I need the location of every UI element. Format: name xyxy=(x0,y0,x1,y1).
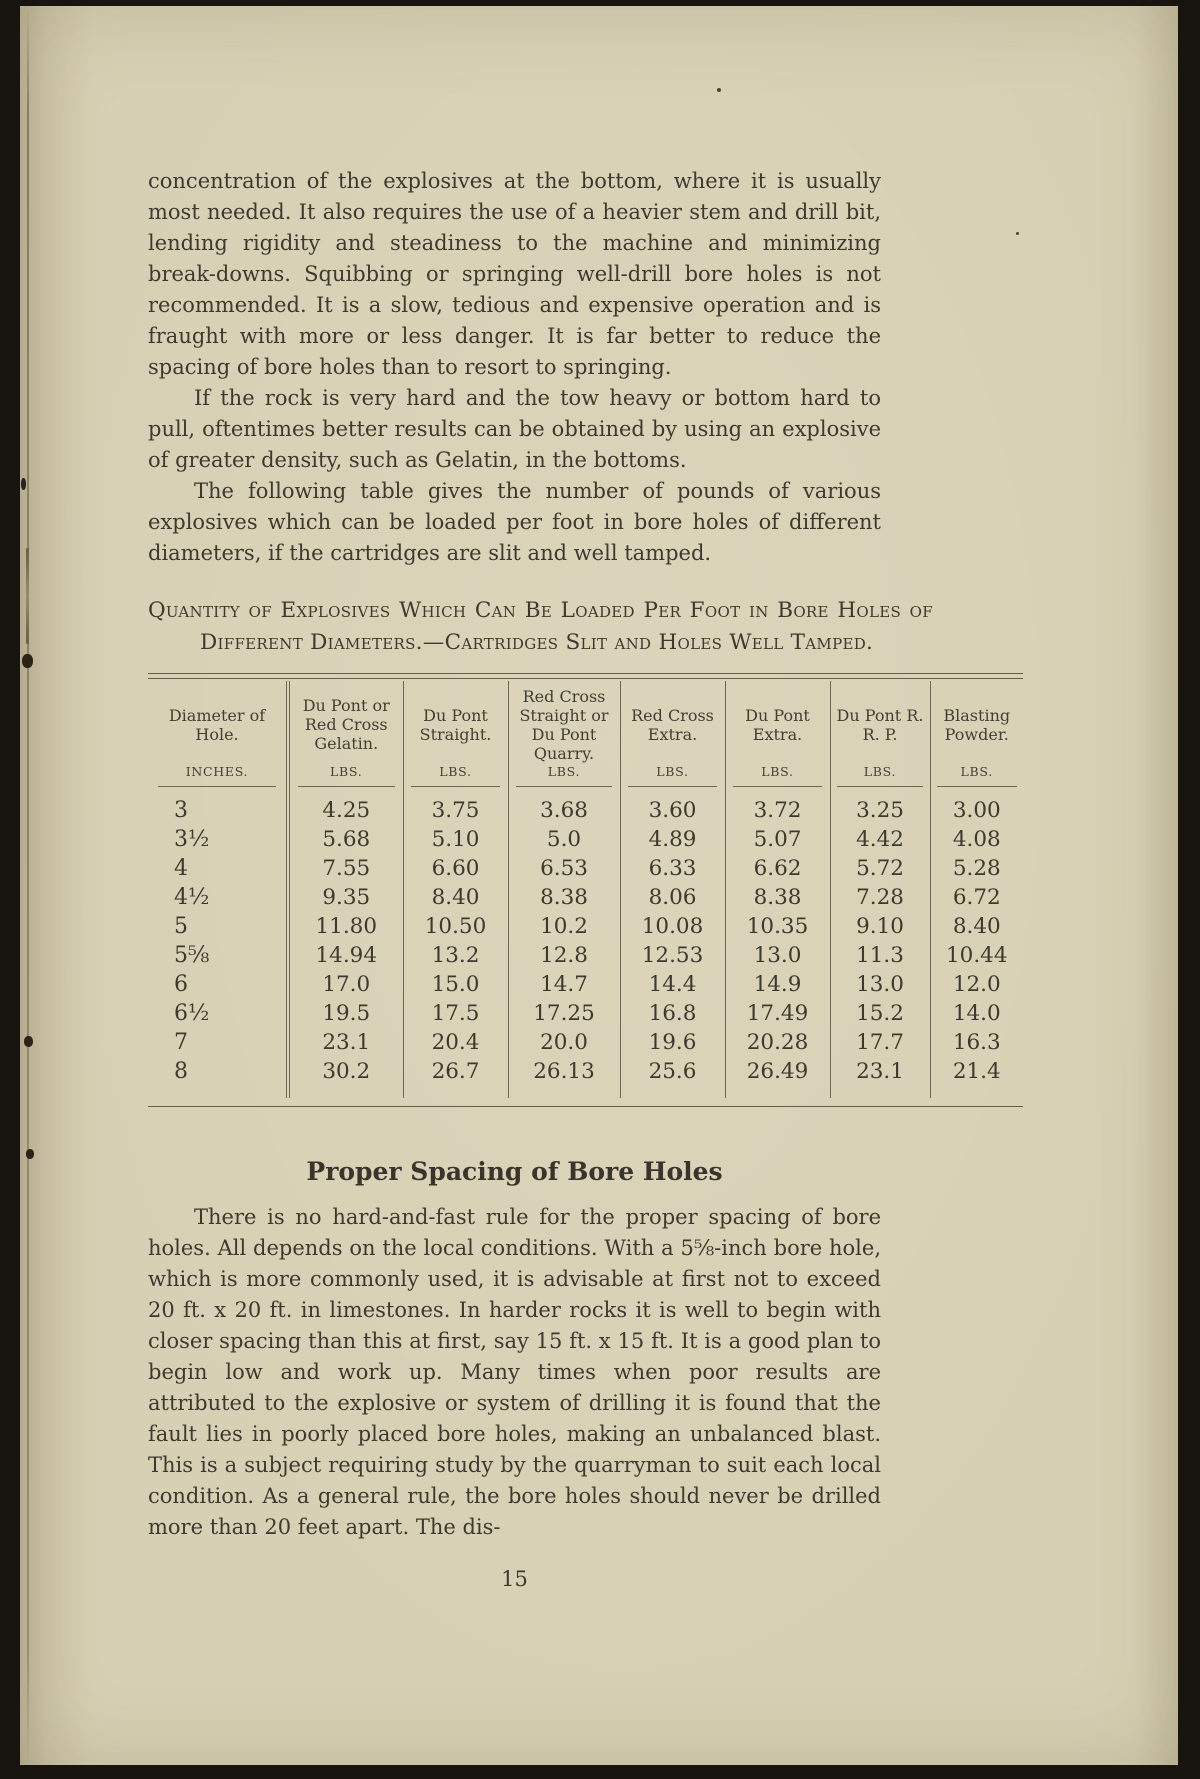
diameter-cell: 6 xyxy=(148,970,288,999)
page-number: 15 xyxy=(501,1567,528,1591)
value-cell: 17.49 xyxy=(725,999,830,1028)
diameter-cell: 8 xyxy=(148,1057,288,1086)
value-cell: 17.25 xyxy=(508,999,620,1028)
column-header xyxy=(148,681,288,787)
column-unit: LBS. xyxy=(547,764,581,779)
value-cell: 3.60 xyxy=(620,796,725,825)
stitch-mark xyxy=(24,1036,33,1047)
value-cell: 16.3 xyxy=(952,1030,1001,1055)
value-cell: 3.68 xyxy=(508,796,620,825)
value-cell: 14.4 xyxy=(620,970,725,999)
value-cell: 13.0 xyxy=(725,941,830,970)
value-cell: 25.6 xyxy=(620,1057,725,1086)
value-cell: 8.38 xyxy=(725,883,830,912)
section-heading: Proper Spacing of Bore Holes xyxy=(306,1157,723,1186)
value-cell: 11.80 xyxy=(288,912,403,941)
column-header xyxy=(403,681,508,787)
column-label: Blasting Powder. xyxy=(943,705,1011,744)
value-cell: 9.35 xyxy=(288,883,403,912)
header-rule xyxy=(516,786,611,787)
spacer-cell xyxy=(508,1098,620,1106)
value-cell: 26.7 xyxy=(403,1057,508,1086)
value-cell: 12.8 xyxy=(508,941,620,970)
diameter-cell: 3½ xyxy=(148,825,288,854)
spacer-cell xyxy=(725,1098,830,1106)
column-label: Du Pont or Red Cross Gelatin. xyxy=(302,696,390,753)
explosives-table xyxy=(148,681,1023,1106)
value-cell: 10.08 xyxy=(620,912,725,941)
spacer-cell xyxy=(930,1086,1023,1098)
table-row xyxy=(148,1028,1023,1057)
value-cell: 6.60 xyxy=(403,854,508,883)
table-bottom-rule xyxy=(148,1106,1023,1107)
value-cell: 26.13 xyxy=(508,1057,620,1086)
section-paragraph: There is no hard-and-fast rule for the proper spacing of bore holes. All depends on the local conditions. With a 5⅝-inch bore hole, which is more commonly used, it is advisable at first not to exceed 20 ft. x 20 ft. in limestones. In harder rocks it is well to begin with closer spacing than this at first, say 15 ft. x 15 ft. It is a good plan to begin low and work up. Many times when poor results are attributed to the explosive or system of drilling it is found that the fault lies in poorly placed bore holes, making an unbalanced blast. This is a subject requiring study by the quarryman to suit each local condition. As a general rule, the bore holes should never be drilled more than 20 feet apart. The dis- xyxy=(148,1205,881,1539)
spacer-cell xyxy=(830,1098,930,1106)
table-row xyxy=(148,970,1023,999)
column-unit: LBS. xyxy=(761,764,794,779)
value-cell: 30.2 xyxy=(288,1057,403,1086)
value-cell: 5.28 xyxy=(952,856,1001,881)
spacer-cell xyxy=(725,1086,830,1098)
value-cell: 26.49 xyxy=(725,1057,830,1086)
table-row xyxy=(148,883,1023,912)
binding-thread xyxy=(26,548,29,644)
column-header xyxy=(508,681,620,787)
value-cell: 5.72 xyxy=(830,854,930,883)
header-rule xyxy=(937,786,1017,787)
column-header xyxy=(930,681,1023,787)
header-rule xyxy=(837,786,922,787)
value-cell: 4.89 xyxy=(620,825,725,854)
value-cell: 4.25 xyxy=(288,796,403,825)
value-cell: 15.0 xyxy=(403,970,508,999)
value-cell: 17.5 xyxy=(403,999,508,1028)
intro-paragraphs xyxy=(148,166,1028,569)
diameter-cell: 6½ xyxy=(148,999,288,1028)
value-cell: 12.53 xyxy=(620,941,725,970)
spacer-cell xyxy=(830,787,930,796)
spacer-cell xyxy=(403,787,508,796)
table-row xyxy=(148,912,1023,941)
scan-speck xyxy=(717,88,721,92)
column-header xyxy=(620,681,725,787)
table-top-rule xyxy=(148,673,1023,679)
value-cell: 5.0 xyxy=(508,825,620,854)
value-cell: 10.50 xyxy=(403,912,508,941)
diameter-cell: 3 xyxy=(148,796,288,825)
value-cell: 4.08 xyxy=(952,827,1001,852)
header-rule xyxy=(628,786,717,787)
diameter-cell: 5 xyxy=(148,912,288,941)
value-cell: 13.2 xyxy=(403,941,508,970)
diameter-cell: 7 xyxy=(148,1028,288,1057)
spacer-row xyxy=(148,787,1023,796)
value-cell: 19.6 xyxy=(620,1028,725,1057)
column-unit: LBS. xyxy=(863,764,897,779)
diameter-cell: 4 xyxy=(148,854,288,883)
value-cell: 5.68 xyxy=(288,825,403,854)
value-cell: 3.72 xyxy=(725,796,830,825)
value-cell: 7.28 xyxy=(830,883,930,912)
value-cell: 23.1 xyxy=(288,1028,403,1057)
table-row xyxy=(148,941,1023,970)
value-cell: 15.2 xyxy=(830,999,930,1028)
stitch-mark xyxy=(26,1149,34,1159)
value-cell: 17.0 xyxy=(288,970,403,999)
spacer-cell xyxy=(930,1098,1023,1106)
value-cell: 5.10 xyxy=(403,825,508,854)
value-cell: 4.42 xyxy=(830,825,930,854)
spacer-cell xyxy=(288,1098,403,1106)
value-cell: 10.44 xyxy=(945,943,1008,968)
header-rule xyxy=(158,786,277,787)
value-cell: 6.33 xyxy=(620,854,725,883)
value-cell: 20.28 xyxy=(725,1028,830,1057)
table-header-row xyxy=(148,681,1023,787)
column-header xyxy=(725,681,830,787)
value-cell: 10.35 xyxy=(725,912,830,941)
column-header xyxy=(288,681,403,787)
value-cell: 14.94 xyxy=(288,941,403,970)
header-rule xyxy=(411,786,500,787)
spacer-cell xyxy=(725,787,830,796)
stitch-mark xyxy=(21,478,26,490)
column-label: Du Pont R. R. P. xyxy=(836,705,924,744)
value-cell: 8.40 xyxy=(403,883,508,912)
value-cell: 23.1 xyxy=(830,1057,930,1086)
spacer-cell xyxy=(508,787,620,796)
spacer-cell xyxy=(288,787,403,796)
value-cell: 20.0 xyxy=(508,1028,620,1057)
binding-crease xyxy=(27,6,29,1765)
book-page xyxy=(20,6,1178,1765)
value-cell: 6.53 xyxy=(508,854,620,883)
column-header xyxy=(830,681,930,787)
spacer-cell xyxy=(508,1086,620,1098)
table-row xyxy=(148,999,1023,1028)
column-unit: INCHES. xyxy=(185,764,249,779)
value-cell: 11.3 xyxy=(830,941,930,970)
value-cell: 3.00 xyxy=(952,798,1001,823)
value-cell: 13.0 xyxy=(830,970,930,999)
column-unit: LBS. xyxy=(656,764,689,779)
intro-paragraph: The following table gives the number of pounds of various explosives which can be loaded per foot in bore holes of different diameters, if the cartridges are slit and well tamped. xyxy=(148,479,881,565)
value-cell: 10.2 xyxy=(508,912,620,941)
column-label: Red Cross Straight or Du Pont Quarry. xyxy=(519,686,609,763)
column-label: Red Cross Extra. xyxy=(631,705,714,744)
value-cell: 8.38 xyxy=(508,883,620,912)
column-unit: LBS. xyxy=(439,764,472,779)
value-cell: 6.62 xyxy=(725,854,830,883)
header-rule xyxy=(298,786,395,787)
diameter-cell: 4½ xyxy=(148,883,288,912)
table-row xyxy=(148,825,1023,854)
spacer-row xyxy=(148,1098,1023,1106)
column-label: Du Pont Straight. xyxy=(419,705,492,744)
value-cell: 3.25 xyxy=(830,796,930,825)
spacer-cell xyxy=(830,1086,930,1098)
value-cell: 6.72 xyxy=(952,885,1001,910)
value-cell: 14.9 xyxy=(725,970,830,999)
spacer-cell xyxy=(930,787,1023,796)
value-cell: 3.75 xyxy=(403,796,508,825)
column-unit: LBS. xyxy=(330,764,363,779)
value-cell: 21.4 xyxy=(952,1059,1001,1084)
value-cell: 14.0 xyxy=(952,1001,1001,1026)
spacer-cell xyxy=(620,1086,725,1098)
table-row xyxy=(148,854,1023,883)
spacer-cell xyxy=(148,1086,288,1098)
value-cell: 12.0 xyxy=(952,972,1001,997)
value-cell: 8.06 xyxy=(620,883,725,912)
spacer-cell xyxy=(148,1098,288,1106)
value-cell: 9.10 xyxy=(830,912,930,941)
column-label: Diameter of Hole. xyxy=(168,705,266,744)
value-cell: 17.7 xyxy=(830,1028,930,1057)
table-caption: Quantity of Explosives Which Can Be Loaded Per Foot in Bore Holes of Different Diameters.—Cartridges Slit and Holes Well Tamped. xyxy=(148,598,933,655)
intro-paragraph: If the rock is very hard and the tow heavy or bottom hard to pull, oftentimes better results can be obtained by using an explosive of greater density, such as Gelatin, in the bottoms. xyxy=(148,386,881,472)
table-row xyxy=(148,1057,1023,1086)
header-rule xyxy=(733,786,822,787)
stitch-mark xyxy=(22,654,33,668)
column-label: Du Pont Extra. xyxy=(745,705,810,744)
column-unit: LBS. xyxy=(960,764,993,779)
spacer-cell xyxy=(403,1098,508,1106)
page-content xyxy=(148,166,1028,1591)
value-cell: 20.4 xyxy=(403,1028,508,1057)
spacer-cell xyxy=(620,1098,725,1106)
spacer-cell xyxy=(288,1086,403,1098)
value-cell: 19.5 xyxy=(288,999,403,1028)
value-cell: 7.55 xyxy=(288,854,403,883)
intro-paragraph: concentration of the explosives at the bottom, where it is usually most needed. It also requires the use of a heavier stem and drill bit, lending rigidity and steadiness to the machine and minimizing break-downs. Squibbing or springing well-drill bore holes is not recommended. It is a slow, tedious and expensive operation and is fraught with more or less danger. It is far better to reduce the spacing of bore holes than to resort to springing. xyxy=(148,169,881,379)
spacer-row xyxy=(148,1086,1023,1098)
spacer-cell xyxy=(148,787,288,796)
spacer-cell xyxy=(620,787,725,796)
value-cell: 16.8 xyxy=(620,999,725,1028)
value-cell: 14.7 xyxy=(508,970,620,999)
table-row xyxy=(148,796,1023,825)
value-cell: 5.07 xyxy=(725,825,830,854)
diameter-cell: 5⅝ xyxy=(148,941,288,970)
value-cell: 8.40 xyxy=(952,914,1001,939)
spacer-cell xyxy=(403,1086,508,1098)
